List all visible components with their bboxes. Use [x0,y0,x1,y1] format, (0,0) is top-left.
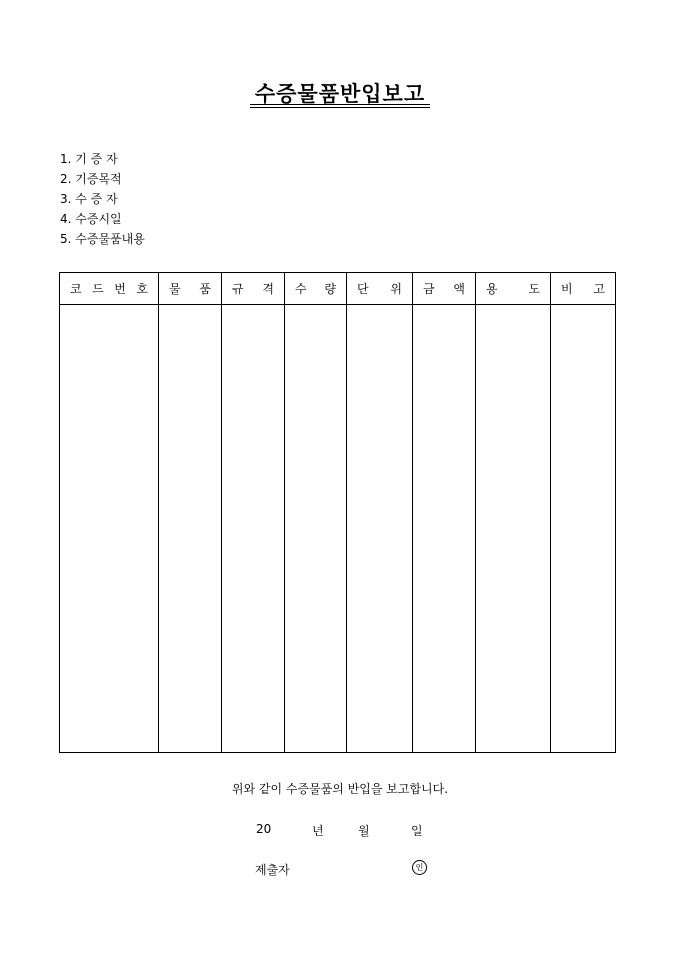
header-usage: 용 도 [476,273,551,305]
info-item-date: 4. 수증시일 [60,212,122,226]
table-cell[interactable] [285,305,347,753]
info-item-purpose: 2. 기증목적 [60,172,122,186]
header-remarks: 비 고 [551,273,616,305]
table-cell[interactable] [222,305,285,753]
table-header-row [60,273,616,305]
table-cell[interactable] [476,305,551,753]
table-cell[interactable] [413,305,476,753]
table-cell[interactable] [347,305,413,753]
header-item: 물 품 [159,273,222,305]
submitter-label: 제출자 [255,863,290,877]
table-cell[interactable] [60,305,159,753]
date-day-label: 일 [411,824,423,838]
title-underline [250,104,430,105]
info-item-donor: 1. 기 증 자 [60,152,118,166]
title-underline [250,107,430,108]
info-item-contents: 5. 수증물품내용 [60,232,145,246]
header-code-number: 코 드 번 호 [60,273,159,305]
items-table [59,272,616,753]
table-row [60,305,616,753]
date-month-label: 월 [358,824,370,838]
info-list [60,149,145,249]
header-quantity: 수 량 [285,273,347,305]
date-year-label: 년 [312,824,324,838]
info-item-recipient: 3. 수 증 자 [60,192,118,206]
table-cell[interactable] [159,305,222,753]
header-spec: 규 격 [222,273,285,305]
table-cell[interactable] [551,305,616,753]
report-statement: 위와 같이 수증물품의 반입을 보고합니다. [231,782,449,796]
header-unit: 단 위 [347,273,413,305]
seal-mark-icon: 인 [412,860,427,875]
date-year-prefix: 20 [256,822,272,836]
header-amount: 금 액 [413,273,476,305]
document-title: 수증물품반입보고 [254,81,426,106]
